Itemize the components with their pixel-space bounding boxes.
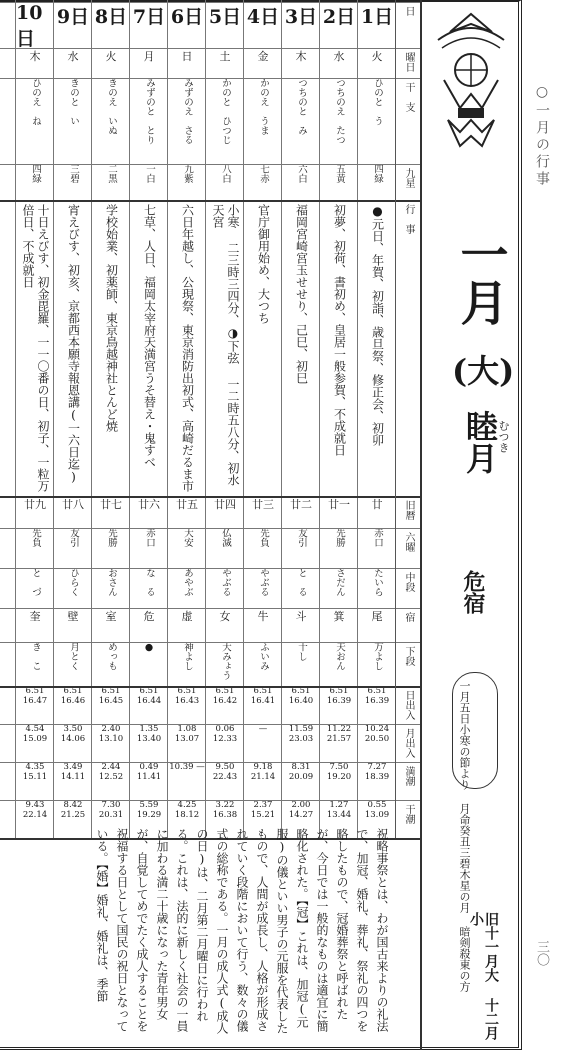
day-chudan: おさん (106, 568, 117, 597)
day-rokuyo: 先負 (30, 528, 41, 547)
day-old: 廿二 (290, 498, 312, 511)
day-sun: 6.51 16.46 (60, 686, 86, 706)
day-day: 3日 (284, 6, 318, 28)
oval-note-3: 暗剣殺東の方 (458, 926, 471, 992)
day-wd: 月 (143, 50, 155, 63)
day-sun: 6.51 16.47 (22, 686, 48, 706)
day-events: 七草、人日、福岡太宰府天満宮うそ替え・鬼すべ (142, 204, 157, 468)
day-gedan: 天おん (334, 642, 345, 671)
day-events: 宵えびす、初亥、京都西本願寺報恩講(一六日迄) (66, 204, 81, 484)
day-chudan: ひらく (68, 568, 79, 597)
day-column (91, 0, 130, 838)
grid-line (0, 528, 420, 529)
header-events: 行 事 (403, 204, 414, 234)
day-day: 7日 (132, 6, 166, 28)
header-kyureki: 旧暦 (403, 500, 414, 520)
day-old: 廿七 (100, 498, 122, 511)
day-column (15, 0, 54, 838)
day-high: 10.39 — (169, 762, 205, 772)
day-shuku: 壁 (67, 610, 79, 623)
day-day: 1日 (360, 6, 394, 28)
day-moon: 11.59 23.03 (288, 724, 314, 744)
header-moon: 月出入 (403, 728, 414, 758)
day-events: 福岡宮崎宮玉せせり、己巳、初巳 (294, 204, 309, 384)
day-wd: 木 (295, 50, 307, 63)
month-title-panel (420, 0, 520, 1050)
old-month-2: 十二月小 (468, 912, 499, 1040)
day-moon: 0.06 12.33 (212, 724, 238, 744)
header-gedan: 下段 (403, 646, 414, 666)
header-sunrise: 日出入 (403, 690, 414, 720)
day-kyusei: 二黒 (106, 164, 117, 183)
day-sun: 6.51 16.41 (250, 686, 276, 706)
oval-note-1: 一月五日小寒の節より (458, 680, 471, 790)
day-sun: 6.51 16.42 (212, 686, 238, 706)
grid-line (0, 164, 420, 165)
day-rokuyo: 大安 (182, 528, 193, 547)
day-column (357, 0, 396, 838)
day-kyusei: 八白 (220, 164, 231, 183)
day-shuku: 尾 (371, 610, 383, 623)
side-title: ○一月の行事 (534, 84, 550, 188)
day-old: 廿八 (62, 498, 84, 511)
day-kanshi: みずのと とり (144, 78, 155, 145)
grid-line (0, 724, 420, 725)
day-high: 2.44 12.52 (98, 762, 124, 782)
day-sun: 6.51 16.45 (98, 686, 124, 706)
day-moon: 2.40 13.10 (98, 724, 124, 744)
day-gedan: き こ (30, 642, 41, 671)
header-column (395, 0, 421, 838)
day-column (319, 0, 358, 838)
header-chudan: 中段 (403, 572, 414, 592)
day-kanshi: かのと ひつじ (220, 78, 231, 145)
header-high_tide: 満潮 (403, 766, 414, 786)
day-high: 7.27 18.39 (364, 762, 390, 782)
day-high: 9.50 22.43 (212, 762, 238, 782)
day-events: 官庁御用始め、大つち (256, 204, 271, 324)
header-kyusei: 九星 (403, 168, 414, 188)
day-kyusei: 四緑 (372, 164, 383, 183)
day-shuku: 女 (219, 610, 231, 623)
grid-line (0, 762, 420, 763)
day-high: 3.49 14.11 (60, 762, 86, 782)
day-low: 9.43 22.14 (22, 800, 48, 820)
day-column (243, 0, 282, 838)
header-rokuyo: 六曜 (403, 532, 414, 552)
day-low: 4.25 18.12 (174, 800, 200, 820)
day-events: 学校始業、初薬師、東京鳥越神社とんど焼 (104, 204, 119, 432)
day-kanshi: ひのと う (372, 78, 383, 126)
day-low: 7.30 20.31 (98, 800, 124, 820)
day-low: 2.00 14.27 (288, 800, 314, 820)
day-gedan: 神よし (182, 642, 193, 671)
day-kyusei: 六白 (296, 164, 307, 183)
day-day: 5日 (208, 6, 242, 28)
old-month-1: 旧十一月大 (483, 912, 499, 982)
day-kanshi: きのえ いぬ (106, 78, 117, 135)
day-column (205, 0, 244, 838)
day-wd: 木 (29, 50, 41, 63)
day-sun: 6.51 16.39 (326, 686, 352, 706)
day-rokuyo: 友引 (68, 528, 79, 547)
day-low: 2.37 15.21 (250, 800, 276, 820)
day-events: 十日えびす、初金毘羅、一一〇番の日、初子、一粒万倍日、不成就日 (21, 204, 50, 492)
day-moon: 10.24 20.50 (364, 724, 390, 744)
day-wd: 水 (333, 50, 345, 63)
grid-line (0, 686, 420, 688)
day-day: 4日 (246, 6, 280, 28)
day-old: 廿三 (252, 498, 274, 511)
day-day: 10日 (16, 2, 43, 48)
grid-line (0, 78, 420, 79)
day-high: 7.50 19.20 (326, 762, 352, 782)
day-shuku: 危 (143, 610, 155, 623)
day-column (53, 0, 92, 838)
day-gedan: ふいみ (258, 642, 269, 671)
day-chudan: たいら (372, 568, 383, 597)
day-events: 六日年越し、公現祭、東京消防出初式、高崎だるま市 (180, 204, 195, 492)
day-sun: 6.51 16.39 (364, 686, 390, 706)
day-kanshi: つちのと み (296, 78, 307, 135)
header-weekday: 曜日 (403, 52, 414, 72)
day-column (167, 0, 206, 838)
day-moon: — (258, 724, 268, 734)
month-name: 一月 (452, 230, 508, 326)
day-old: 廿五 (176, 498, 198, 511)
day-chudan: と づ (30, 568, 41, 597)
day-chudan: やぶる (258, 568, 269, 597)
day-rokuyo: 友引 (296, 528, 307, 547)
header-low_tide: 干潮 (403, 804, 414, 824)
day-gedan: 月とく (68, 642, 79, 671)
day-kyusei: 一白 (144, 164, 155, 183)
day-events: ●元日、年賀、初詣、歳旦祭、修正会、初卯 (370, 204, 385, 446)
day-high: 0.49 11.41 (136, 762, 162, 782)
day-old: 廿六 (138, 498, 160, 511)
day-kyusei: 五黄 (334, 164, 345, 183)
header-day: 日 (403, 6, 414, 16)
day-sun: 6.51 16.43 (174, 686, 200, 706)
day-rokuyo: 先勝 (106, 528, 117, 547)
day-rokuyo: 赤口 (372, 528, 383, 547)
day-gedan: めっも (106, 642, 117, 671)
oval-note-2: 月命癸丑三碧木星の月 (458, 803, 471, 913)
header-shuku: 宿 (403, 612, 414, 622)
day-wd: 火 (105, 50, 117, 63)
month-size: (大) (452, 352, 515, 390)
day-low: 0.55 13.09 (364, 800, 390, 820)
page-number: 三〇 (534, 940, 549, 966)
day-low: 5.59 19.29 (136, 800, 162, 820)
day-wd: 土 (219, 50, 231, 63)
day-shuku: 室 (105, 610, 117, 623)
day-high: 4.35 15.11 (22, 762, 48, 782)
day-kanshi: ひのえ ね (30, 78, 41, 126)
day-wd: 水 (67, 50, 79, 63)
day-old: 廿九 (24, 498, 46, 511)
day-moon: 3.50 14.06 (60, 724, 86, 744)
day-low: 3.22 16.38 (212, 800, 238, 820)
day-old: 廿 (371, 498, 383, 511)
day-chudan: さだん (334, 568, 345, 597)
day-gedan: ● (143, 642, 155, 653)
day-moon: 1.35 13.40 (136, 724, 162, 744)
month-kiboshi: 危宿 (460, 570, 486, 614)
day-old: 廿一 (328, 498, 350, 511)
day-rokuyo: 仏滅 (220, 528, 231, 547)
day-shuku: 斗 (295, 610, 307, 623)
day-old: 廿四 (214, 498, 236, 511)
day-kanshi: きのと い (68, 78, 79, 126)
day-shuku: 虚 (181, 610, 193, 623)
day-moon: 11.22 21.57 (326, 724, 352, 744)
grid-line (0, 496, 420, 498)
day-kanshi: かのえ うま (258, 78, 269, 135)
day-events: 初夢、初荷、書初め、皇居一般参賀、不成就日 (332, 204, 347, 456)
grid-line (0, 608, 420, 609)
day-kyusei: 四緑 (30, 164, 41, 183)
day-wd: 金 (257, 50, 269, 63)
day-day: 6日 (170, 6, 204, 28)
grid-line (0, 2, 420, 3)
day-moon: 1.08 13.07 (174, 724, 200, 744)
day-low: 8.42 21.25 (60, 800, 86, 820)
day-column (281, 0, 320, 838)
day-high: 9.18 21.14 (250, 762, 276, 782)
month-alt-reading: むつき (497, 420, 510, 453)
day-rokuyo: 先負 (258, 528, 269, 547)
day-kyusei: 九紫 (182, 164, 193, 183)
day-day: 8日 (94, 6, 128, 28)
old-month-note (468, 912, 498, 1050)
grid-line (0, 48, 420, 49)
grid-line (0, 642, 420, 643)
day-sun: 6.51 16.44 (136, 686, 162, 706)
grid-line (0, 200, 420, 202)
kadomatsu-emblem-icon (430, 10, 512, 150)
grid-line (0, 568, 420, 569)
day-rokuyo: 先勝 (334, 528, 345, 547)
day-gedan: 大みょう (220, 642, 231, 680)
day-wd: 火 (371, 50, 383, 63)
day-day: 2日 (322, 6, 356, 28)
day-sun: 6.51 16.40 (288, 686, 314, 706)
header-kanshi: 干 支 (403, 82, 414, 112)
month-alt-name: 睦月 (461, 410, 499, 474)
day-chudan: な る (144, 568, 155, 597)
day-kyusei: 七赤 (258, 164, 269, 183)
day-chudan: と る (296, 568, 307, 597)
day-chudan: やぶる (220, 568, 231, 597)
day-gedan: 十し (296, 642, 307, 661)
day-events: 小寒 二三時三四分、◑下弦 一二時五八分、初水天宮 (211, 204, 240, 486)
day-kyusei: 三碧 (68, 164, 79, 183)
day-kanshi: みずのえ さる (182, 78, 193, 145)
day-gedan: 万よし (372, 642, 383, 671)
day-shuku: 奎 (29, 610, 41, 623)
day-rokuyo: 赤口 (144, 528, 155, 547)
day-shuku: 牛 (257, 610, 269, 623)
day-kanshi: つちのえ たつ (334, 78, 345, 145)
day-shuku: 箕 (333, 610, 345, 623)
day-moon: 4.54 15.09 (22, 724, 48, 744)
essay-text: 祝略事祭とは、わが国古来よりの礼法で、加冠、婚礼、葬礼、祭礼の四つを略したもので、冠婚葬祭と呼ばれたが、今日では一般的なものは適宜に簡略化された。【冠】これは、加冠(元服)の儀といい男子の元服を代表したもので、人間が成長し、人格が形成されていく段階において行う、数々の儀式の総称である。一月の成人式(成人の日)は、二月第二月曜日に行われる。これは、法的に新しく社会の一員に加わる満二十歳になった青年男女が、自覚してめでたく成人することを祝福する日として国民の祝日となっている。【婚】婚礼、婚礼は、季節 (95, 828, 389, 1034)
day-column (129, 0, 168, 838)
day-high: 8.31 20.09 (288, 762, 314, 782)
day-day: 9日 (56, 6, 90, 28)
day-low: 1.27 13.44 (326, 800, 352, 820)
day-wd: 日 (181, 50, 193, 63)
grid-line (0, 800, 420, 801)
day-chudan: あやぶ (182, 568, 193, 597)
